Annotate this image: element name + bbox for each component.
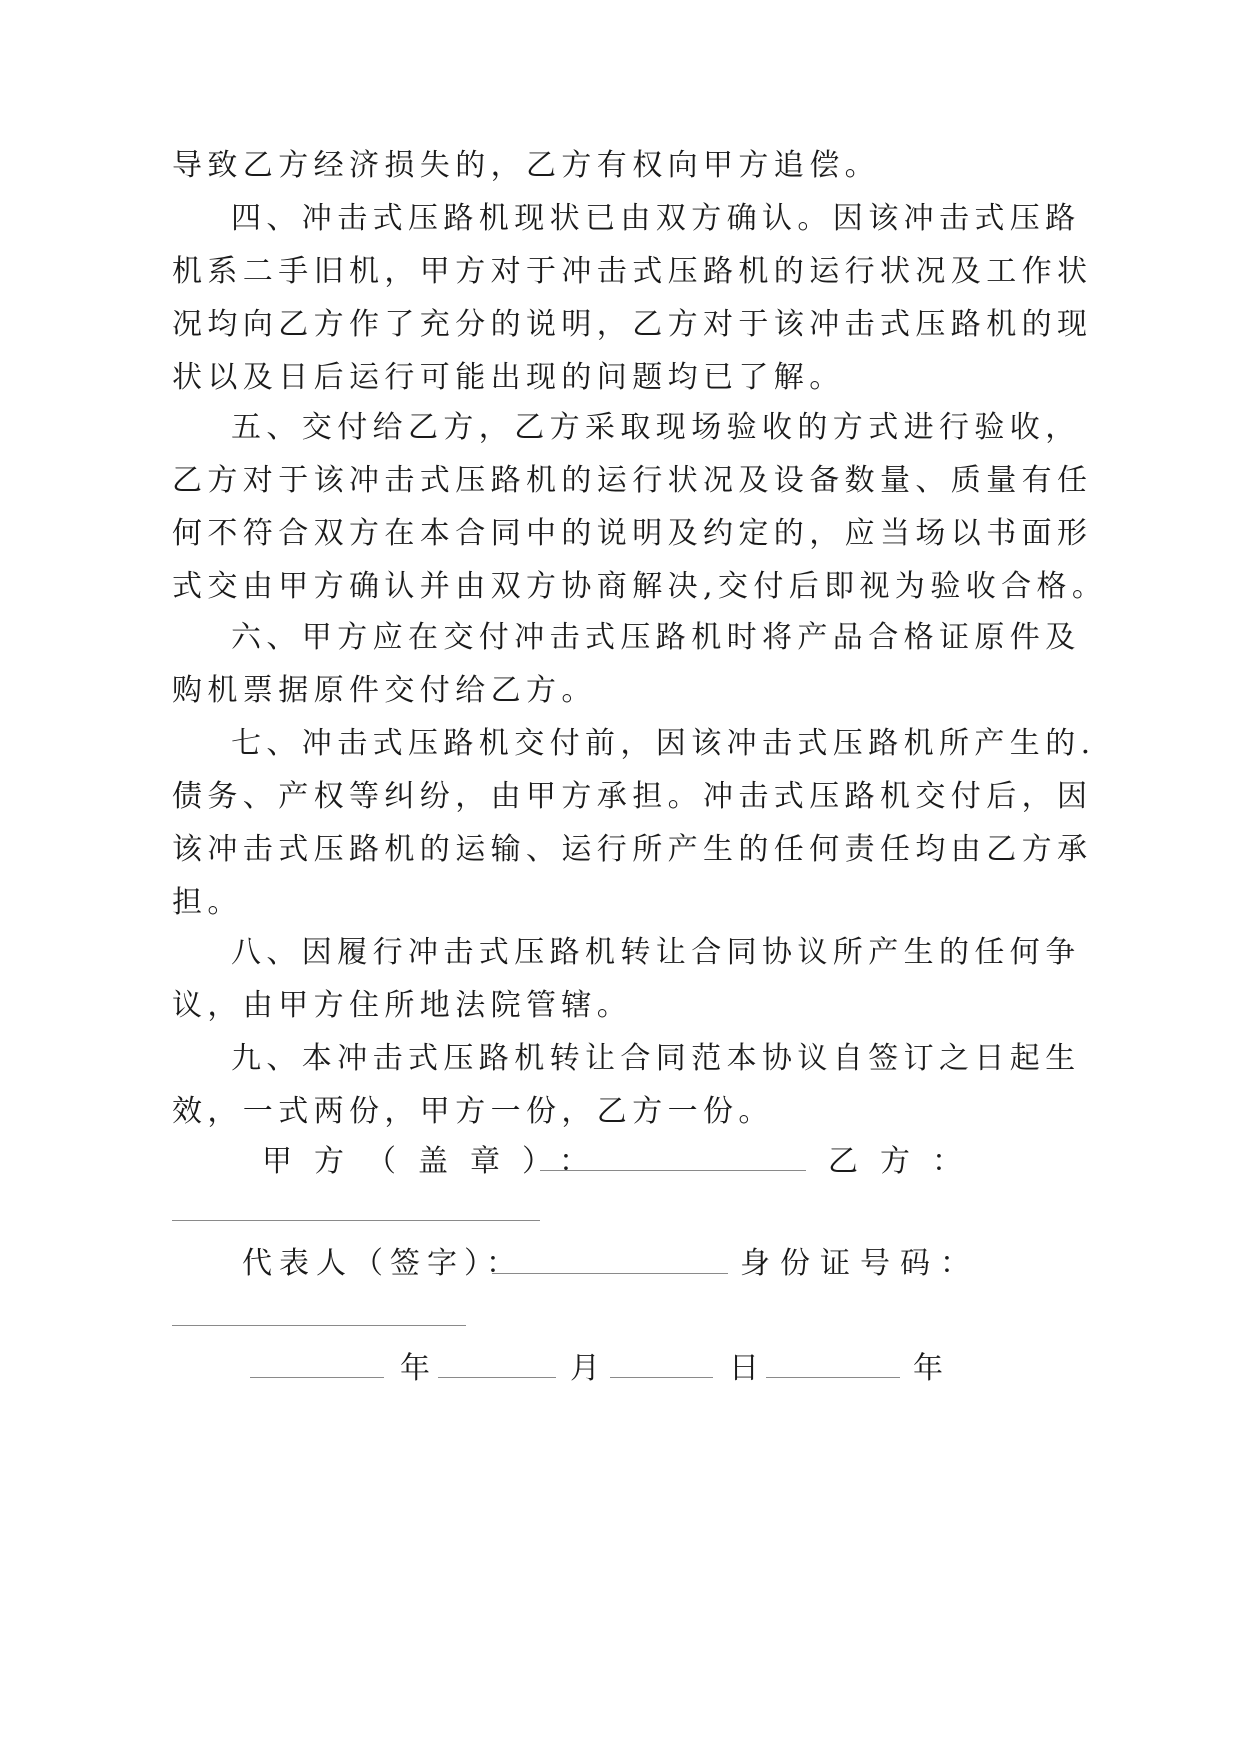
clause-6-line: 购机票据原件交付给乙方。 [172, 673, 597, 708]
representative-signature-line[interactable] [492, 1273, 728, 1274]
clause-6-line: 六、甲方应在交付冲击式压路机时将产品合格证原件及 [231, 620, 1081, 655]
clause-4-line: 四、冲击式压路机现状已由双方确认。因该冲击式压路 [231, 201, 1081, 236]
id-number-line[interactable] [172, 1325, 466, 1326]
party-a-seal-label: 甲方（盖章）： [262, 1144, 611, 1179]
clause-8-line: 议，由甲方住所地法院管辖。 [172, 988, 633, 1023]
clause-7-line: 该冲击式压路机的运输、运行所产生的任何责任均由乙方承 [172, 832, 1093, 867]
party-b-signature-line[interactable] [172, 1220, 540, 1221]
clause-9-line: 效，一式两份，甲方一份，乙方一份。 [172, 1094, 774, 1129]
date-month-line[interactable] [438, 1377, 556, 1378]
clause-9-line: 九、本冲击式压路机转让合同范本协议自签订之日起生 [231, 1041, 1081, 1076]
clause-5-line: 乙方对于该冲击式压路机的运行状况及设备数量、质量有任 [172, 463, 1093, 498]
clause-8-line: 八、因履行冲击式压路机转让合同协议所产生的任何争 [231, 935, 1081, 970]
clause-4-line: 状以及日后运行可能出现的问题均已了解。 [172, 360, 845, 395]
paragraph-continuation-line: 导致乙方经济损失的，乙方有权向甲方追偿。 [172, 148, 880, 183]
party-a-signature-line[interactable] [540, 1170, 806, 1171]
date-year2-line[interactable] [766, 1377, 900, 1378]
date-year2-label: 年 [913, 1351, 943, 1386]
clause-7-line: 七、冲击式压路机交付前，因该冲击式压路机所产生的. [231, 726, 1096, 761]
party-b-label: 乙方： [828, 1144, 984, 1179]
date-year-label: 年 [400, 1351, 430, 1386]
clause-7-line: 担。 [172, 885, 243, 920]
representative-label: 代表人（签字）： [242, 1246, 523, 1281]
clause-4-line: 机系二手旧机，甲方对于冲击式压路机的运行状况及工作状 [172, 254, 1093, 289]
clause-7-line: 债务、产权等纠纷，由甲方承担。冲击式压路机交付后，因 [172, 779, 1093, 814]
clause-5-line: 五、交付给乙方，乙方采取现场验收的方式进行验收， [231, 410, 1081, 445]
clause-4-line: 况均向乙方作了充分的说明，乙方对于该冲击式压路机的现 [172, 307, 1093, 342]
clause-5-line: 式交由甲方确认并由双方协商解决,交付后即视为验收合格。 [172, 569, 1108, 604]
id-number-label: 身份证号码： [740, 1246, 980, 1281]
date-year-line[interactable] [250, 1377, 384, 1378]
clause-5-line: 何不符合双方在本合同中的说明及约定的，应当场以书面形 [172, 516, 1093, 551]
date-day-line[interactable] [610, 1377, 713, 1378]
date-day-label: 日 [729, 1351, 759, 1386]
date-month-label: 月 [570, 1351, 600, 1386]
